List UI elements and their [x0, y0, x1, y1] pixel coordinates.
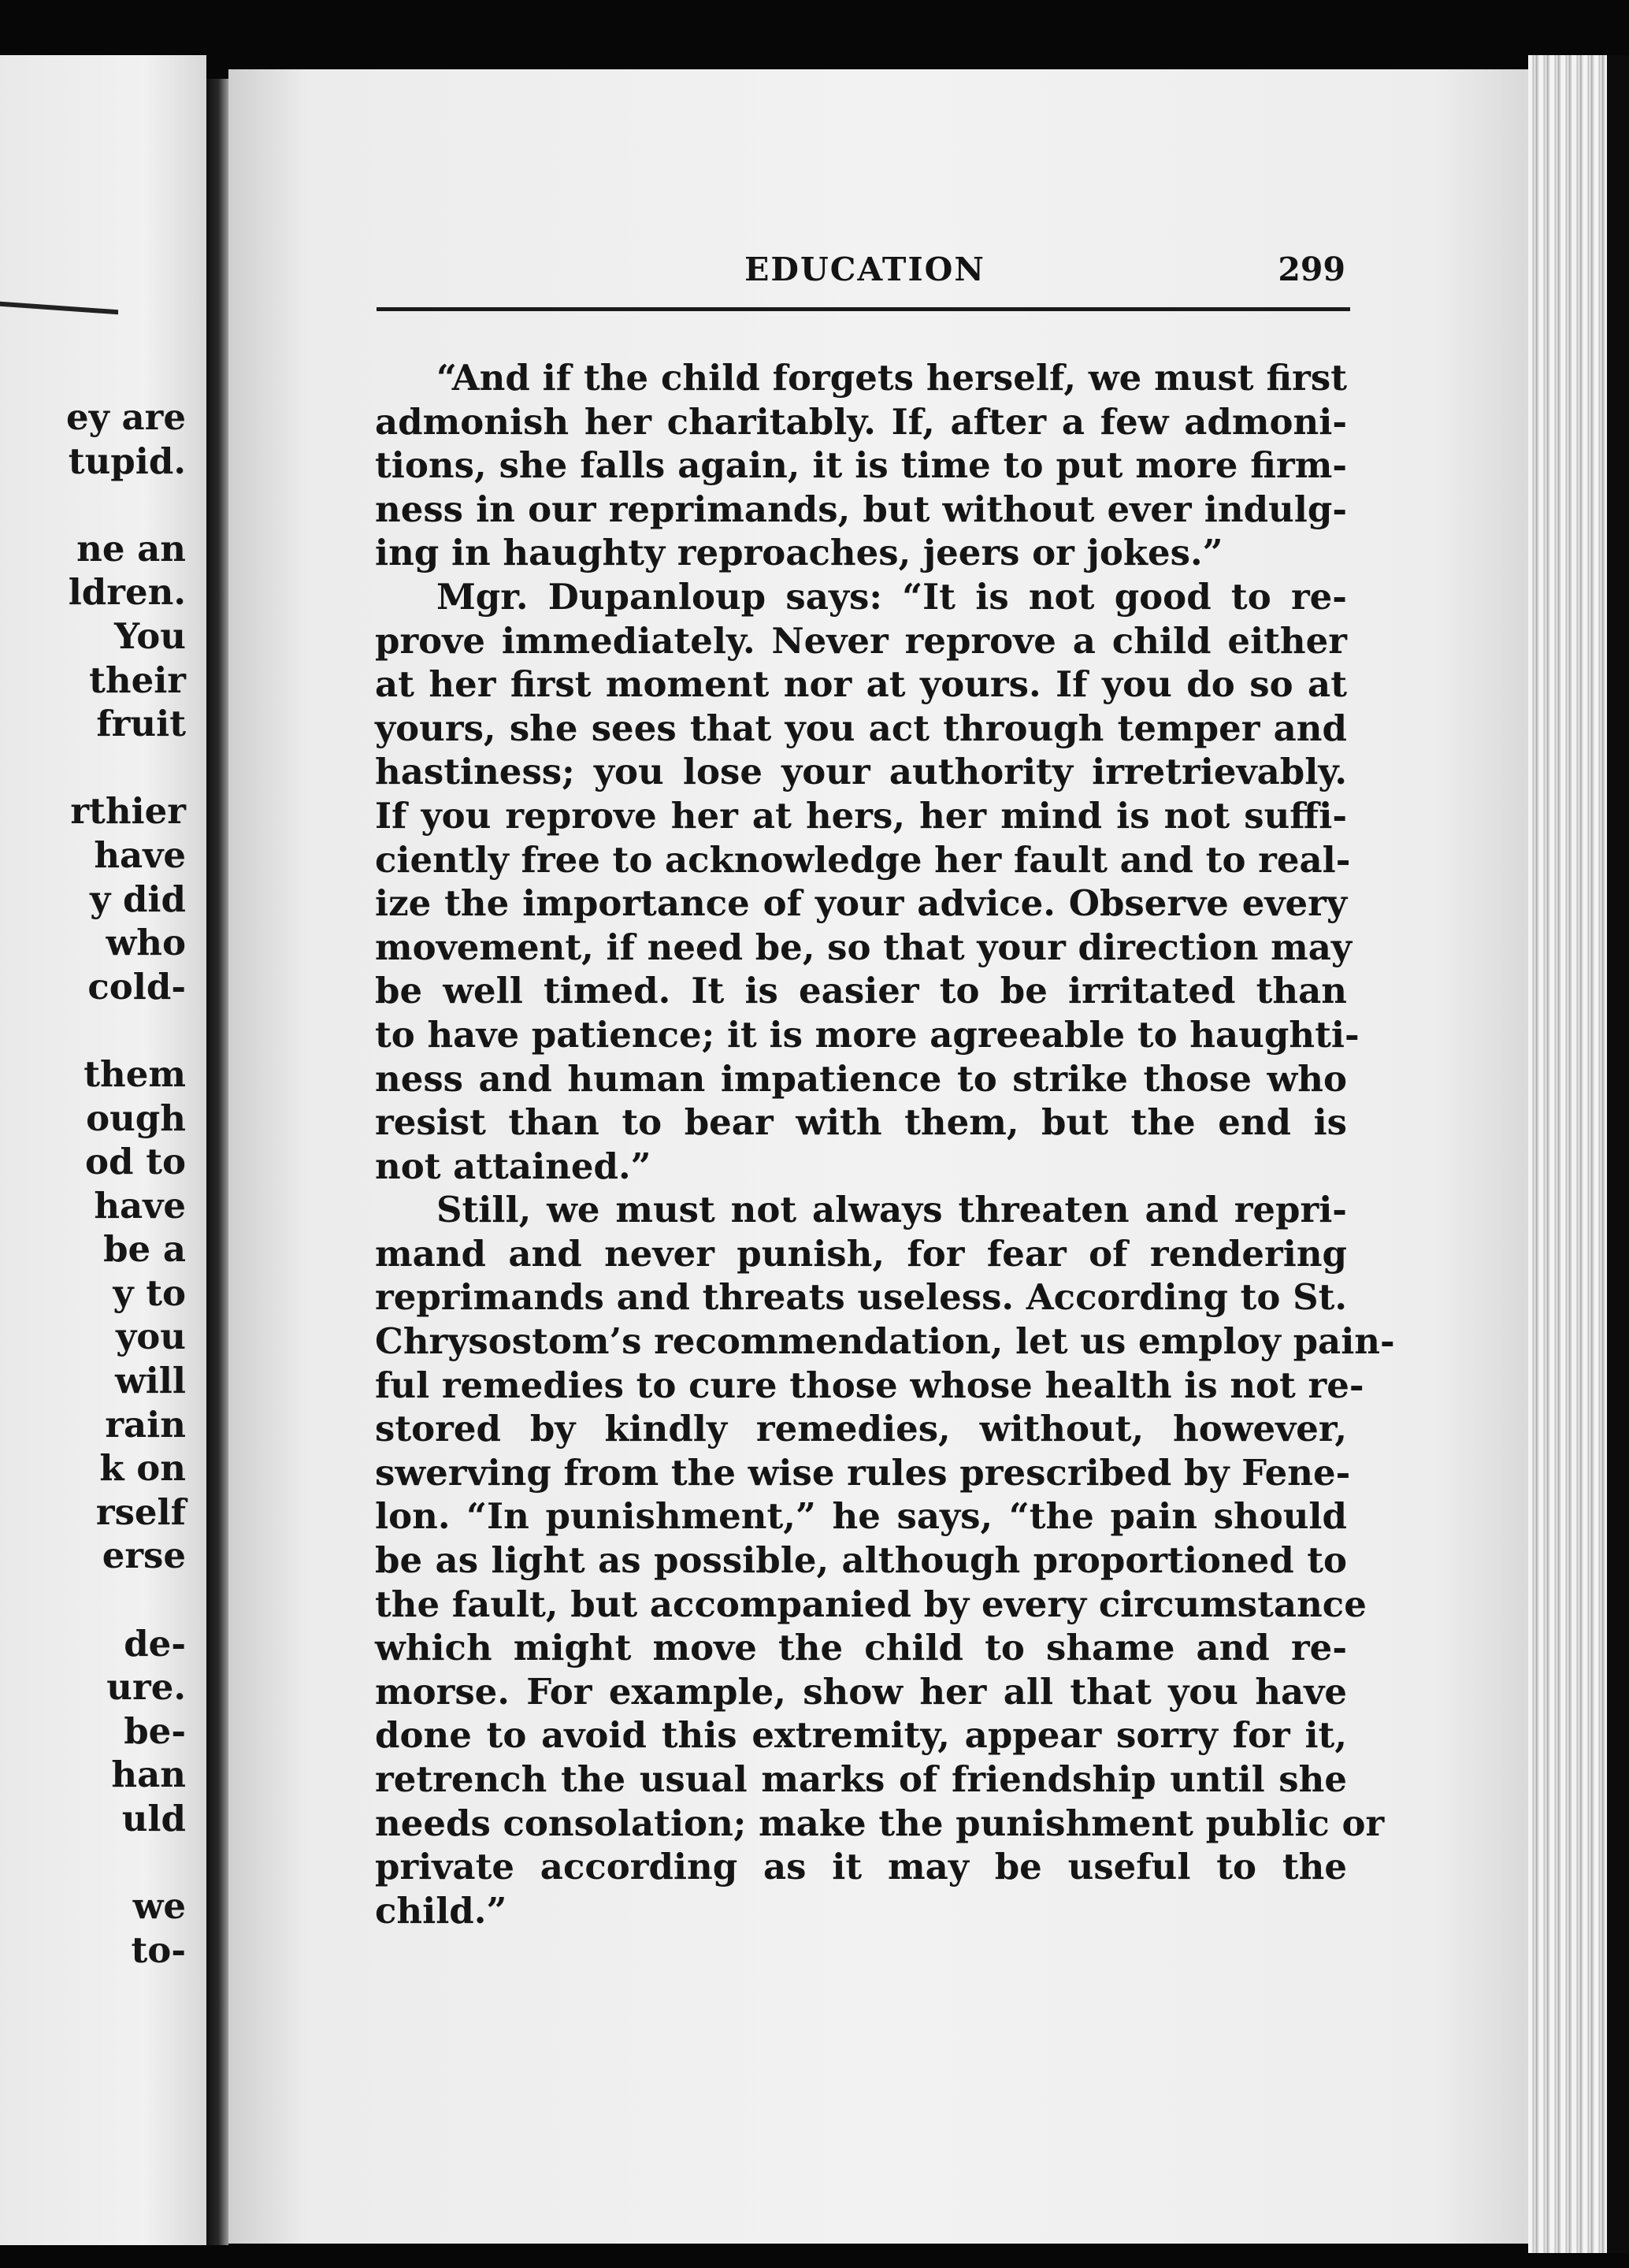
- left-page-line: ure.: [106, 1666, 186, 1709]
- text-line: Chrysostom’s recommendation, let us employ pain-: [375, 1320, 1395, 1363]
- left-page-line: have: [94, 1184, 186, 1227]
- text-line: prove immediately. Never reprove a child either: [375, 619, 1347, 662]
- text-line: ize the importance of your advice. Observe every: [375, 882, 1347, 925]
- left-page-line: erse: [102, 1535, 186, 1577]
- left-page-line: [0, 746, 186, 790]
- page-number: 299: [1278, 251, 1345, 288]
- left-page-rule: [0, 302, 118, 314]
- text-line: lon. “In punishment,” he says, “the pain should: [375, 1495, 1347, 1538]
- text-line: reprimands and threats useless. According to St.: [375, 1276, 1348, 1319]
- left-page-line: will: [114, 1360, 186, 1402]
- text-line: not attained.”: [375, 1145, 651, 1187]
- left-page-line: cold-: [87, 965, 186, 1008]
- body-text: [375, 356, 1395, 1932]
- left-page-line: rself: [95, 1490, 186, 1533]
- text-line: swerving from the wise rules prescribed by Fene-: [375, 1451, 1351, 1494]
- text-line: be as light as possible, although proportioned to: [375, 1539, 1347, 1582]
- text-line: movement, if need be, so that your direction may: [375, 926, 1353, 968]
- paragraph: [375, 356, 1347, 575]
- left-page-line: tupid.: [68, 440, 186, 482]
- left-page-line: ldren.: [68, 571, 186, 614]
- text-line: stored by kindly remedies, without, however,: [375, 1408, 1347, 1450]
- left-page-line: fruit: [96, 703, 186, 745]
- text-line: needs consolation; make the punishment public or: [375, 1802, 1385, 1844]
- left-page-line: be-: [124, 1709, 186, 1752]
- text-line: “And if the child forgets herself, we must first: [436, 357, 1347, 399]
- text-line: If you reprove her at hers, her mind is not suffi-: [375, 794, 1347, 837]
- left-page-line: ough: [86, 1097, 186, 1139]
- page-edges: [1528, 55, 1607, 2253]
- running-head: [377, 251, 1353, 298]
- left-page-line: [0, 1841, 186, 1885]
- text-line: retrench the usual marks of friendship until she: [375, 1758, 1347, 1800]
- text-line: hastiness; you lose your authority irretrievably.: [375, 751, 1347, 793]
- text-line: admonish her charitably. If, after a few admoni-: [375, 400, 1347, 443]
- left-page-line: rain: [105, 1403, 186, 1446]
- text-line: child.”: [375, 1889, 507, 1932]
- text-line: ciently free to acknowledge her fault and to real-: [375, 838, 1351, 881]
- left-page-line: y did: [90, 878, 186, 920]
- text-line: resist than to bear with them, but the end is: [375, 1101, 1347, 1144]
- text-line: ing in haughty reproaches, jeers or jokes.”: [375, 532, 1223, 574]
- text-line: yours, she sees that you act through temper and: [375, 707, 1347, 749]
- left-page-line: y to: [113, 1271, 186, 1314]
- text-line: ness in our reprimands, but without ever indulg-: [375, 488, 1347, 530]
- left-page-line: uld: [121, 1798, 186, 1839]
- paragraph: [375, 575, 1360, 1188]
- left-page-line: their: [89, 659, 186, 701]
- left-page-line: we: [132, 1885, 186, 1928]
- left-page-line: han: [111, 1754, 186, 1796]
- running-head-title: EDUCATION: [744, 251, 985, 288]
- left-page-line: be a: [103, 1228, 186, 1271]
- text-line: at her first moment nor at yours. If you do so at: [375, 663, 1347, 706]
- text-line: which might move the child to shame and re-: [375, 1627, 1347, 1669]
- text-line: tions, she falls again, it is time to put more firm-: [375, 444, 1347, 487]
- left-page-line: have: [94, 833, 186, 876]
- left-page-line: rthier: [70, 790, 186, 833]
- left-page: [0, 55, 206, 2245]
- left-page-line: You: [114, 614, 186, 657]
- left-page-line: to-: [131, 1928, 186, 1971]
- header-rule: [377, 307, 1350, 311]
- text-line: private according as it may be useful to the: [375, 1846, 1347, 1888]
- text-line: ful remedies to cure those whose health is not re-: [375, 1364, 1364, 1406]
- left-page-line: ey are: [66, 396, 186, 438]
- paragraph: [375, 1188, 1395, 1932]
- text-line: mand and never punish, for fear of rendering: [375, 1232, 1347, 1275]
- left-page-line: you: [116, 1316, 186, 1358]
- text-line: morse. For example, show her all that you have: [375, 1670, 1347, 1713]
- left-page-line: who: [106, 922, 186, 964]
- text-line: to have patience; it is more agreeable to haughti-: [375, 1013, 1360, 1056]
- text-line: the fault, but accompanied by every circumstance: [375, 1583, 1367, 1625]
- left-page-line: ne an: [76, 527, 186, 570]
- left-page-text: [0, 395, 186, 1972]
- left-page-line: [0, 1578, 186, 1622]
- book-gutter: [206, 79, 228, 2245]
- edge-shadow: [1607, 55, 1629, 2253]
- left-page-line: [0, 483, 186, 527]
- left-page-line: od to: [85, 1141, 186, 1183]
- text-line: done to avoid this extremity, appear sorry for it,: [375, 1714, 1347, 1757]
- text-line: ness and human impatience to strike those who: [375, 1057, 1347, 1100]
- left-page-line: [0, 1008, 186, 1052]
- text-line: be well timed. It is easier to be irritated than: [375, 970, 1347, 1012]
- left-page-line: them: [83, 1052, 186, 1095]
- text-line: Mgr. Dupanloup says: “It is not good to re-: [436, 575, 1347, 618]
- text-line: Still, we must not always threaten and repri-: [436, 1189, 1347, 1231]
- left-page-line: k on: [99, 1447, 186, 1490]
- left-page-line: de-: [124, 1622, 186, 1665]
